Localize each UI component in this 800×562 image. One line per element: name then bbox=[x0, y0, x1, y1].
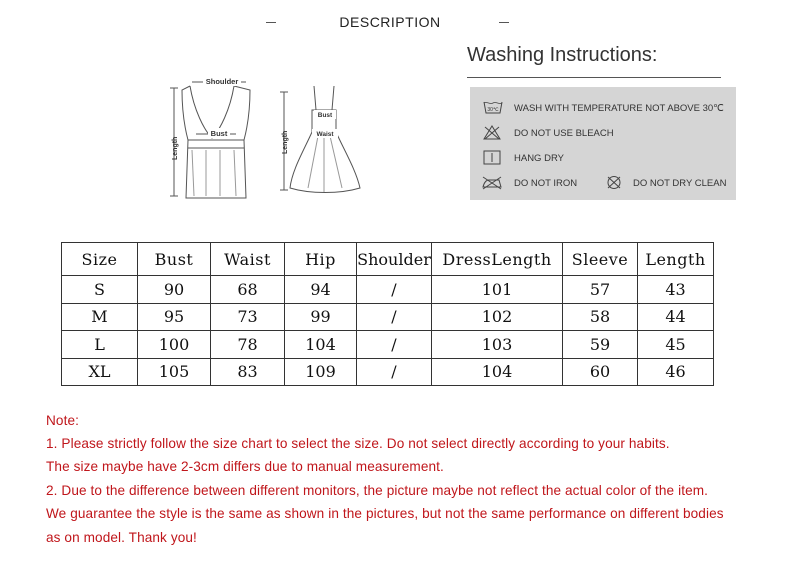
table-cell: 45 bbox=[638, 331, 714, 359]
table-cell: / bbox=[357, 276, 432, 304]
dress-length-label: Length bbox=[282, 130, 289, 154]
table-cell: 94 bbox=[285, 276, 357, 304]
wash-temp-label: 30℃ bbox=[487, 107, 499, 113]
table-cell: 68 bbox=[211, 276, 285, 304]
table-cell: 46 bbox=[638, 358, 714, 386]
table-row bbox=[62, 331, 714, 359]
wash-temp-text: WASH WITH TEMPERATURE NOT ABOVE 30℃ bbox=[514, 103, 724, 114]
top-measurement-figure bbox=[160, 70, 270, 205]
table-row bbox=[62, 276, 714, 304]
no-dry-clean-icon bbox=[606, 175, 622, 190]
header-cell: Bust bbox=[138, 243, 211, 276]
table-cell: 103 bbox=[432, 331, 563, 359]
header-cell: Length bbox=[638, 243, 714, 276]
description-title: DESCRIPTION bbox=[339, 14, 441, 30]
table-cell: S bbox=[62, 276, 138, 304]
table-cell: 102 bbox=[432, 303, 563, 331]
note-line: as on model. Thank you! bbox=[46, 530, 197, 545]
table-cell: 95 bbox=[138, 303, 211, 331]
table-cell: 78 bbox=[211, 331, 285, 359]
note-line: 2. Due to the difference between different monitors, the picture maybe not reflect the actual color of the item. bbox=[46, 483, 709, 498]
note-line: The size maybe have 2-3cm differs due to manual measurement. bbox=[46, 459, 444, 474]
table-cell: 90 bbox=[138, 276, 211, 304]
header-cell: Size bbox=[62, 243, 138, 276]
header-cell: Shoulder bbox=[357, 243, 432, 276]
size-chart-table bbox=[61, 242, 714, 386]
note-line: We guarantee the style is the same as shown in the pictures, but not the same performance on different bodies bbox=[46, 506, 724, 521]
dress-waist-label: Waist bbox=[316, 131, 334, 138]
table-cell: 60 bbox=[563, 358, 638, 386]
dress-measurement-figure bbox=[270, 80, 380, 200]
header-cell: DressLength bbox=[432, 243, 563, 276]
table-cell: 104 bbox=[285, 331, 357, 359]
table-row bbox=[62, 303, 714, 331]
hang-dry-icon bbox=[483, 150, 501, 165]
header-cell: Hip bbox=[285, 243, 357, 276]
hang-dry-text: HANG DRY bbox=[514, 153, 564, 164]
table-header-row bbox=[62, 243, 714, 276]
table-cell: 43 bbox=[638, 276, 714, 304]
washing-underline bbox=[467, 77, 721, 78]
washing-title: Washing Instructions: bbox=[467, 44, 658, 66]
wash-30-icon bbox=[483, 100, 503, 115]
table-cell: L bbox=[62, 331, 138, 359]
no-iron-icon bbox=[481, 175, 503, 190]
note-heading: Note: bbox=[46, 413, 79, 428]
table-cell: 109 bbox=[285, 358, 357, 386]
table-cell: / bbox=[357, 303, 432, 331]
washing-instructions-box bbox=[470, 87, 736, 200]
bust-label: Bust bbox=[210, 129, 228, 138]
table-cell: 101 bbox=[432, 276, 563, 304]
dress-bust-label: Bust bbox=[317, 112, 333, 119]
table-cell: 83 bbox=[211, 358, 285, 386]
table-cell: / bbox=[357, 331, 432, 359]
table-cell: 99 bbox=[285, 303, 357, 331]
no-iron-text: DO NOT IRON bbox=[514, 178, 578, 189]
table-cell: 73 bbox=[211, 303, 285, 331]
table-cell: 44 bbox=[638, 303, 714, 331]
table-cell: M bbox=[62, 303, 138, 331]
table-cell: 105 bbox=[138, 358, 211, 386]
table-cell: 57 bbox=[563, 276, 638, 304]
table-cell: 59 bbox=[563, 331, 638, 359]
no-dry-clean-text: DO NOT DRY CLEAN bbox=[633, 178, 727, 189]
no-bleach-text: DO NOT USE BLEACH bbox=[514, 128, 614, 139]
table-cell: 104 bbox=[432, 358, 563, 386]
table-cell: XL bbox=[62, 358, 138, 386]
note-line: 1. Please strictly follow the size chart to select the size. Do not select directly according to your habits. bbox=[46, 436, 670, 451]
length-label: Length bbox=[172, 136, 179, 160]
table-cell: 100 bbox=[138, 331, 211, 359]
header-dash-right bbox=[499, 22, 509, 23]
table-cell: 58 bbox=[563, 303, 638, 331]
header-cell: Sleeve bbox=[563, 243, 638, 276]
header-cell: Waist bbox=[211, 243, 285, 276]
header-dash-left bbox=[266, 22, 276, 23]
shoulder-label: Shoulder bbox=[205, 77, 239, 86]
table-cell: / bbox=[357, 358, 432, 386]
table-row bbox=[62, 358, 714, 386]
no-bleach-icon bbox=[483, 125, 501, 140]
